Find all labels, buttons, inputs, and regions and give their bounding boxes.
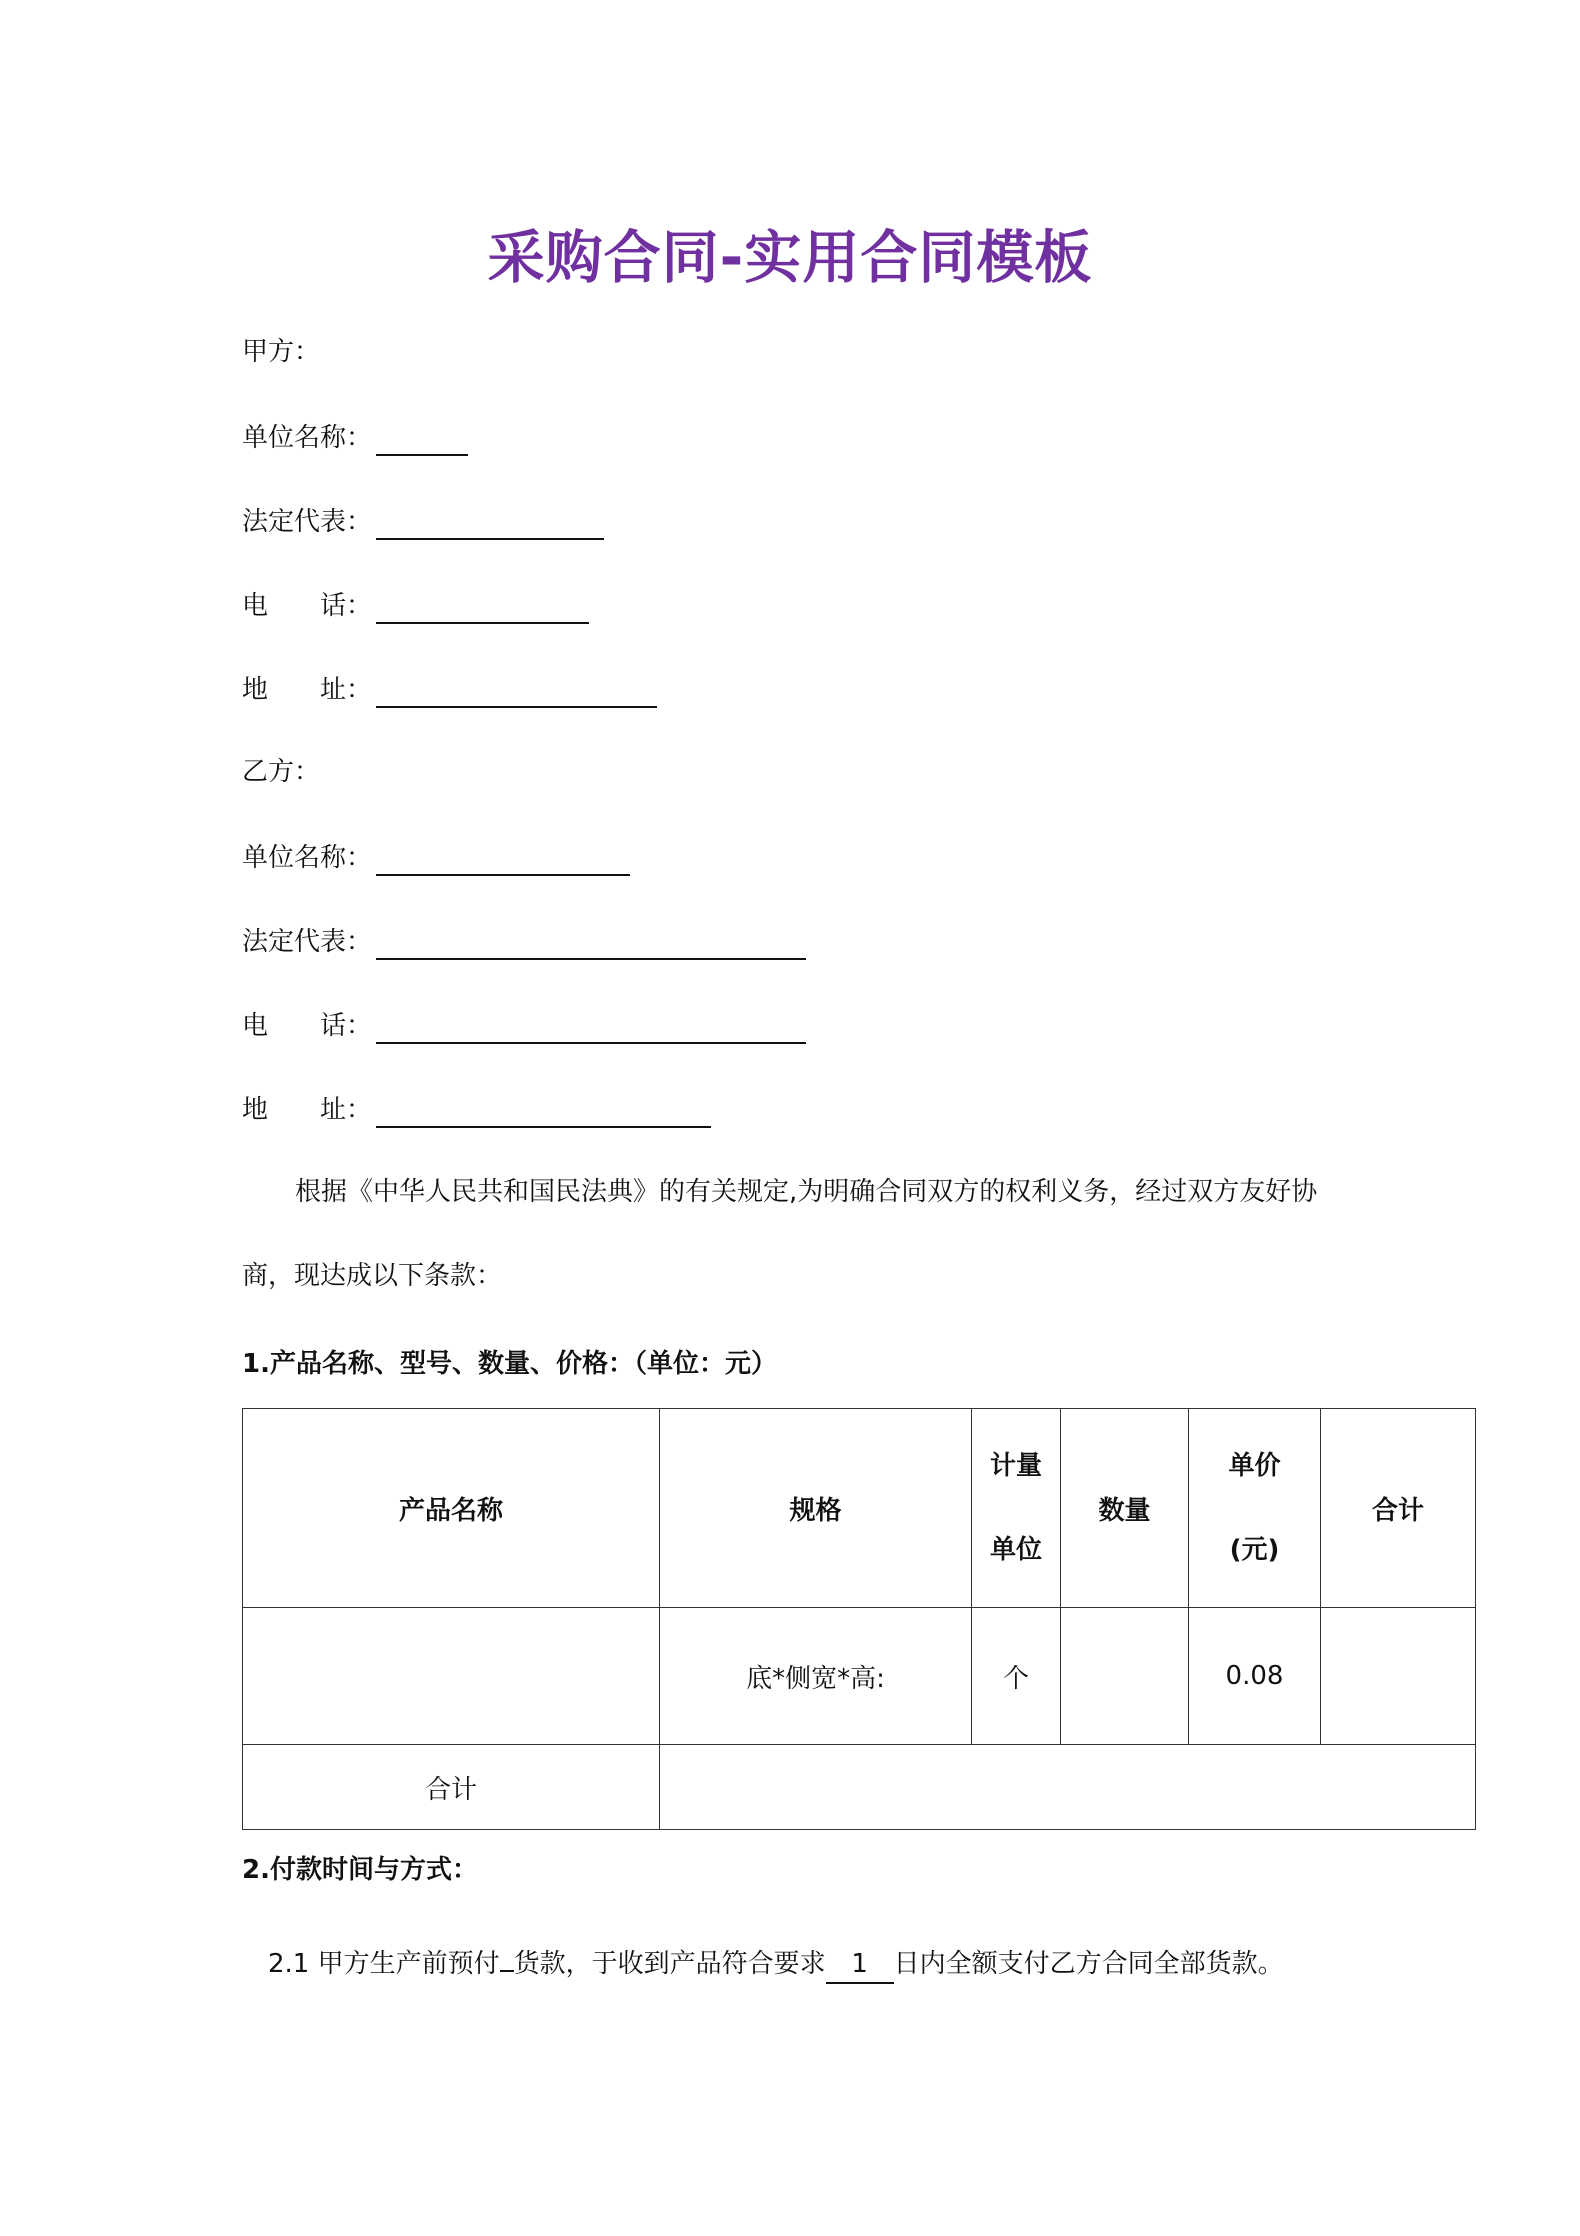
payment-days-value: 1 bbox=[826, 1946, 894, 1984]
party-a-phone-blank bbox=[376, 586, 589, 624]
header-quantity: 数量 bbox=[1061, 1409, 1189, 1608]
cell-spec: 底*侧宽*高: bbox=[660, 1608, 972, 1745]
header-product-name: 产品名称 bbox=[243, 1409, 660, 1608]
clause-2-1-part-2: 货款，于收到产品符合要求 bbox=[513, 1949, 826, 1979]
party-b-company-label: 单位名称： bbox=[242, 843, 373, 873]
party-b-address-blank bbox=[376, 1090, 711, 1128]
header-unit bbox=[972, 1409, 1061, 1608]
party-a-company-label: 单位名称： bbox=[242, 423, 373, 453]
preamble-line-1: 根据《中华人民共和国民法典》的有关规定,为明确合同双方的权利义务，经过双方友好协 bbox=[295, 1177, 1318, 1207]
header-unit-line-2: 单位 bbox=[989, 1535, 1042, 1565]
party-b-phone-label: 电 话： bbox=[242, 1011, 373, 1041]
cell-price: 0.08 bbox=[1189, 1608, 1321, 1745]
header-unit-text bbox=[990, 1424, 1042, 1592]
party-b-address-row bbox=[242, 1090, 711, 1128]
header-unit-line-1: 计量 bbox=[989, 1451, 1042, 1481]
party-b-legal-rep-label: 法定代表： bbox=[242, 927, 373, 957]
header-spec: 规格 bbox=[660, 1409, 972, 1608]
header-total: 合计 bbox=[1321, 1409, 1476, 1608]
party-a-address-row bbox=[242, 670, 657, 708]
product-table bbox=[242, 1408, 1476, 1830]
prepay-blank bbox=[500, 1942, 514, 1972]
party-a-legal-rep-row bbox=[242, 502, 604, 540]
table-header-row bbox=[243, 1409, 1476, 1608]
party-b-phone-blank bbox=[376, 1006, 806, 1044]
clause-2-1-part-3: 日内全额支付乙方合同全部货款。 bbox=[893, 1949, 1284, 1979]
party-a-company-blank bbox=[376, 418, 468, 456]
table-total-row bbox=[243, 1745, 1476, 1830]
header-price bbox=[1189, 1409, 1321, 1608]
party-b-legal-rep-blank bbox=[376, 922, 806, 960]
party-a-legal-rep-blank bbox=[376, 502, 604, 540]
section-1-heading: 1.产品名称、型号、数量、价格：（单位：元） bbox=[242, 1349, 777, 1379]
party-a-phone-label: 电 话： bbox=[242, 591, 373, 621]
party-b-address-label: 地 址： bbox=[242, 1095, 373, 1125]
total-row-value bbox=[660, 1745, 1476, 1830]
cell-unit: 个 bbox=[972, 1608, 1061, 1745]
clause-2-1-part-1: 2.1 甲方生产前预付 bbox=[268, 1949, 500, 1979]
party-b-phone-row bbox=[242, 1006, 806, 1044]
party-b-legal-rep-row bbox=[242, 922, 806, 960]
party-b-heading: 乙方： bbox=[242, 757, 321, 787]
party-a-address-blank bbox=[376, 670, 657, 708]
preamble-line-2: 商，现达成以下条款： bbox=[242, 1261, 503, 1291]
header-price-text bbox=[1228, 1424, 1280, 1592]
clause-2-1 bbox=[268, 1942, 1284, 1984]
cell-quantity bbox=[1061, 1608, 1189, 1745]
cell-product-name bbox=[243, 1608, 660, 1745]
party-a-phone-row bbox=[242, 586, 589, 624]
header-price-line-2: (元) bbox=[1229, 1535, 1280, 1565]
header-price-line-1: 单价 bbox=[1228, 1451, 1281, 1481]
party-b-company-blank bbox=[376, 838, 630, 876]
party-a-address-label: 地 址： bbox=[242, 675, 373, 705]
party-a-heading: 甲方： bbox=[242, 337, 321, 367]
table-row bbox=[243, 1608, 1476, 1745]
party-a-company-row bbox=[242, 418, 468, 456]
cell-total bbox=[1321, 1608, 1476, 1745]
section-2-heading: 2.付款时间与方式： bbox=[242, 1855, 478, 1885]
party-a-legal-rep-label: 法定代表： bbox=[242, 507, 373, 537]
total-row-label: 合计 bbox=[243, 1745, 660, 1830]
document-title: 采购合同-实用合同模板 bbox=[487, 225, 1093, 291]
party-b-company-row bbox=[242, 838, 630, 876]
